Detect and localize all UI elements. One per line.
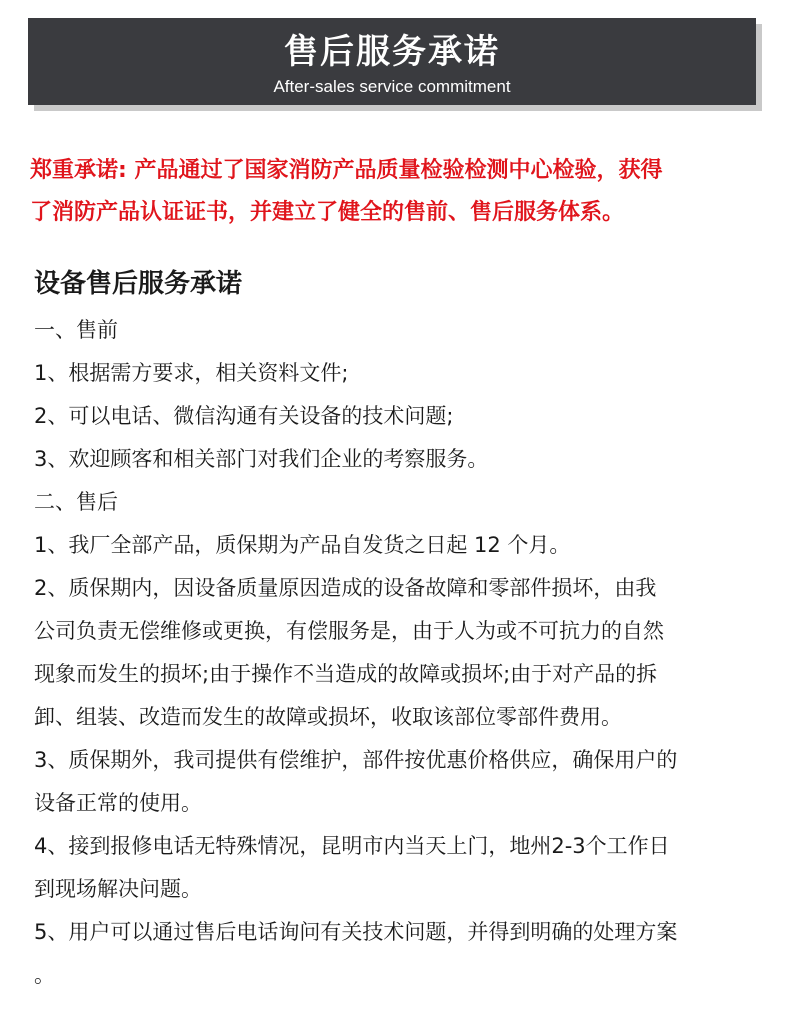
commitment-line: 了消防产品认证证书，并建立了健全的售前、售后服务体系。 (30, 200, 625, 225)
presale-item: 1、根据需方要求，相关资料文件; (34, 361, 349, 385)
aftersale-item-line: 卸、组装、改造而发生的故障或损坏，收取该部位零部件费用。 (34, 705, 622, 729)
aftersale-item-line: 4、接到报修电话无特殊情况，昆明市内当天上门，地州2-3个工作日 (34, 834, 670, 858)
aftersale-item-line: 5、用户可以通过售后电话询问有关技术问题，并得到明确的处理方案 (34, 920, 678, 944)
banner-subtitle: After-sales service commitment (273, 77, 511, 96)
section-title: 设备售后服务承诺 (34, 269, 243, 299)
aftersale-item-line: 2、质保期内，因设备质量原因造成的设备故障和零部件损坏，由我 (34, 576, 657, 600)
banner-title: 售后服务承诺 (284, 32, 500, 72)
aftersale-item-line: 设备正常的使用。 (34, 791, 202, 815)
aftersale-item-line: 公司负责无偿维修或更换，有偿服务是，由于人为或不可抗力的自然 (34, 619, 664, 643)
presale-item: 2、可以电话、微信沟通有关设备的技术问题; (34, 404, 454, 428)
presale-item: 3、欢迎顾客和相关部门对我们企业的考察服务。 (34, 447, 489, 471)
aftersale-item-line: 3、质保期外，我司提供有偿维护，部件按优惠价格供应，确保用户的 (34, 748, 678, 772)
aftersale-item-line: 现象而发生的损坏;由于操作不当造成的故障或损坏;由于对产品的拆 (34, 662, 658, 686)
aftersale-heading: 二、售后 (34, 490, 118, 514)
presale-heading: 一、售前 (34, 318, 118, 342)
aftersale-item-line: 到现场解决问题。 (34, 877, 202, 901)
aftersale-item-line: 。 (34, 963, 55, 987)
aftersale-item: 1、我厂全部产品，质保期为产品自发货之日起 12 个月。 (34, 533, 571, 557)
commitment-statement (30, 150, 760, 234)
commitment-line: 郑重承诺: 产品通过了国家消防产品质量检验检测中心检验，获得 (30, 158, 663, 183)
header-banner (28, 18, 756, 105)
